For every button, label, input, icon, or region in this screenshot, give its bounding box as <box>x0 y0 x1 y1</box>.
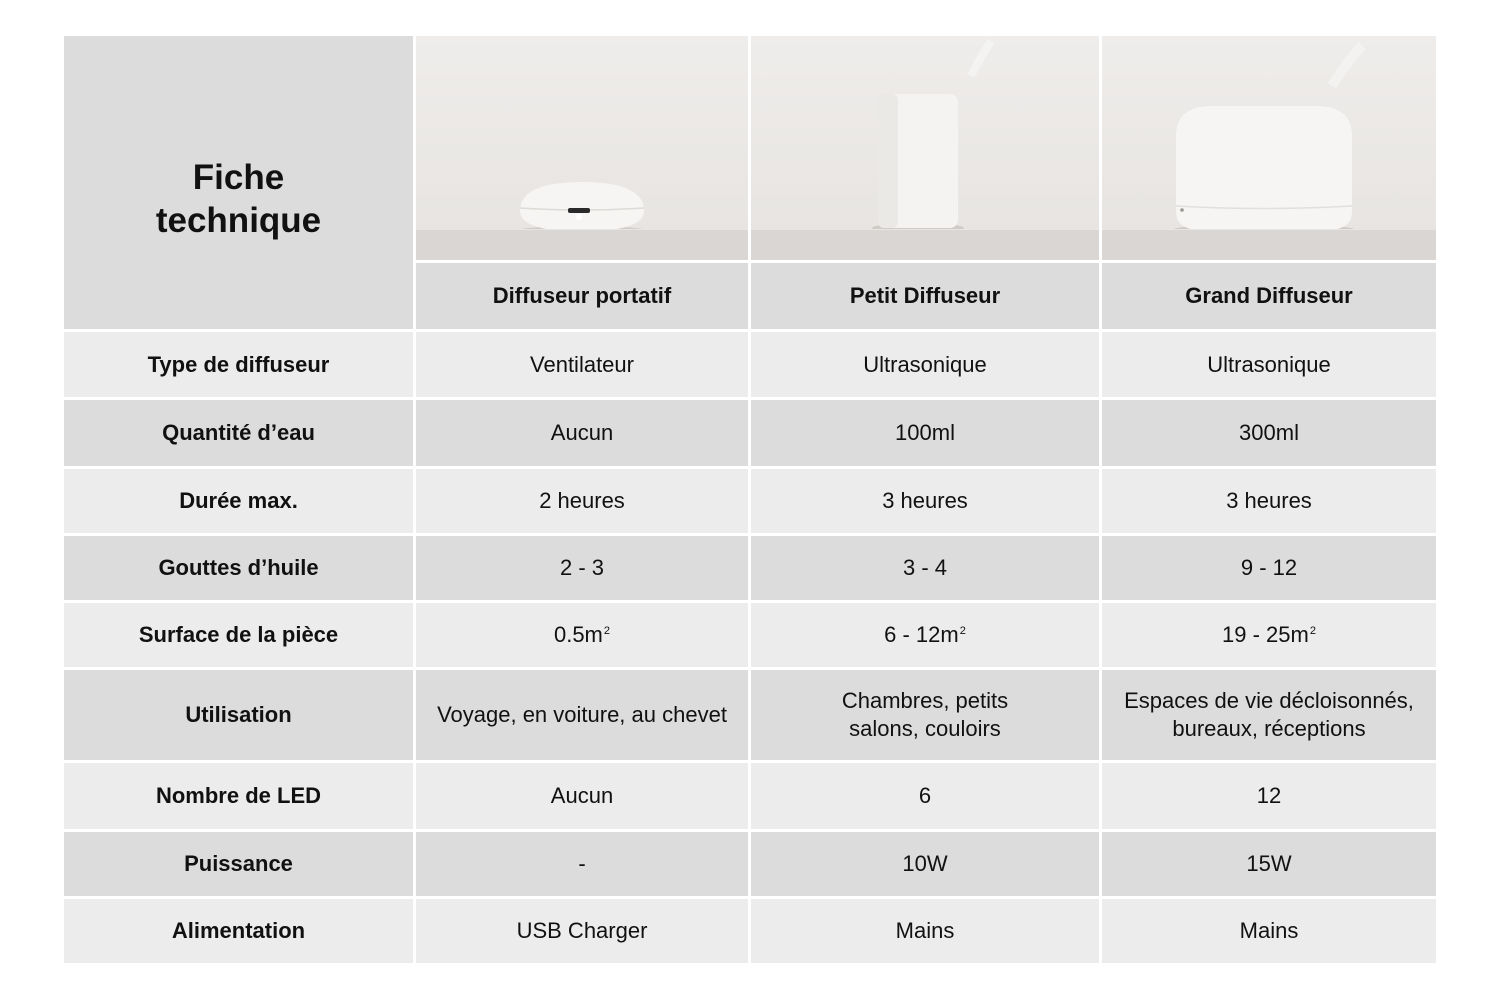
product-name-large: Grand Diffuseur <box>1102 263 1436 329</box>
page-title: Fiche technique <box>155 158 322 240</box>
table-cell <box>416 603 748 667</box>
portable-diffuser-photo <box>416 36 748 260</box>
large-diffuser-image <box>1102 36 1436 260</box>
table-cell: Voyage, en voiture, au chevet <box>416 670 748 760</box>
table-cell: Aucun <box>416 763 748 829</box>
small-diffuser-image <box>751 36 1099 260</box>
table-cell: 3 heures <box>751 469 1099 533</box>
product-name-portable: Diffuseur portatif <box>416 263 748 329</box>
table-cell: 3 - 4 <box>751 536 1099 600</box>
table-cell: Ultrasonique <box>1102 332 1436 397</box>
row-label: Puissance <box>64 832 413 896</box>
area-value: 0.5m <box>553 622 603 647</box>
table-cell <box>1102 603 1436 667</box>
table-cell: Mains <box>751 899 1099 963</box>
table-cell: 3 heures <box>1102 469 1436 533</box>
table-cell: Espaces de vie décloisonnés, bureaux, réceptions <box>1102 670 1436 760</box>
large-diffuser-photo <box>1102 36 1436 260</box>
row-label: Durée max. <box>64 469 413 533</box>
small-diffuser-photo <box>751 36 1099 260</box>
table-cell: 10W <box>751 832 1099 896</box>
square-superscript: 2 <box>1309 625 1316 637</box>
product-name-small: Petit Diffuseur <box>751 263 1099 329</box>
row-label: Gouttes d’huile <box>64 536 413 600</box>
table-cell <box>751 603 1099 667</box>
row-label: Utilisation <box>64 670 413 760</box>
area-value: 19 - 25m <box>1222 622 1309 647</box>
row-label: Type de diffuseur <box>64 332 413 397</box>
table-cell: 2 heures <box>416 469 748 533</box>
table-cell: Chambres, petits salons, couloirs <box>751 670 1099 760</box>
row-label: Surface de la pièce <box>64 603 413 667</box>
table-cell: USB Charger <box>416 899 748 963</box>
title-cell <box>64 36 413 329</box>
row-label: Quantité d’eau <box>64 400 413 466</box>
table-cell: 15W <box>1102 832 1436 896</box>
square-superscript: 2 <box>603 625 611 637</box>
portable-diffuser-image <box>416 36 748 260</box>
table-cell: Aucun <box>416 400 748 466</box>
table-cell: 12 <box>1102 763 1436 829</box>
table-cell: 9 - 12 <box>1102 536 1436 600</box>
square-superscript: 2 <box>959 625 966 637</box>
area-value: 6 - 12m <box>884 622 959 647</box>
row-label: Nombre de LED <box>64 763 413 829</box>
spec-table <box>64 36 1436 963</box>
table-cell: 2 - 3 <box>416 536 748 600</box>
row-label: Alimentation <box>64 899 413 963</box>
table-cell: Mains <box>1102 899 1436 963</box>
table-cell: Ventilateur <box>416 332 748 397</box>
table-cell: Ultrasonique <box>751 332 1099 397</box>
table-cell: - <box>416 832 748 896</box>
table-cell: 300ml <box>1102 400 1436 466</box>
table-cell: 6 <box>751 763 1099 829</box>
table-cell: 100ml <box>751 400 1099 466</box>
